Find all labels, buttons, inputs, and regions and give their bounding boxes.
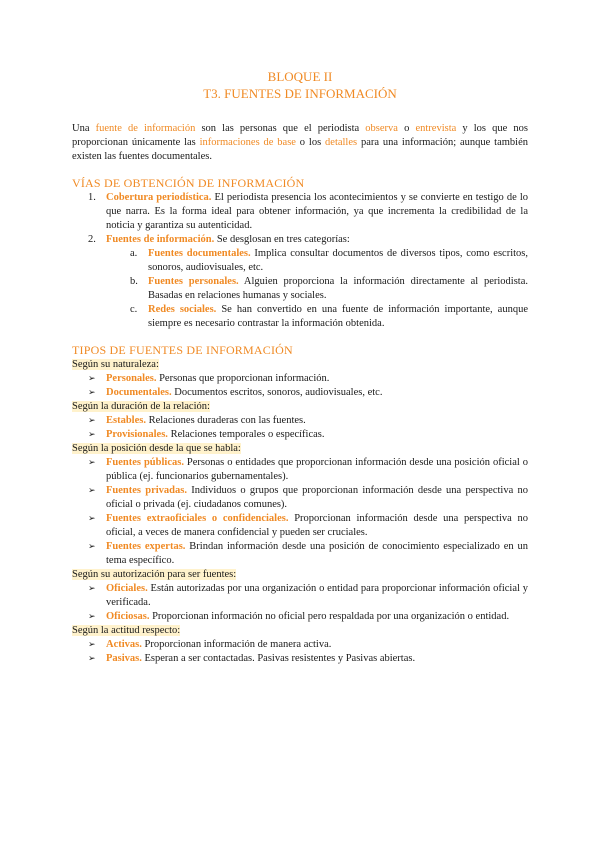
tipos-group [72,624,528,666]
sub-list-letter: c. [130,304,138,315]
bullet-term: Oficiosas. [106,611,150,622]
bullet-text: Relaciones duraderas con las fuentes. [145,415,306,426]
list-text: Se desglosan en tres categorías: [214,234,350,245]
bullet-text: Relaciones temporales o específicas. [167,429,325,440]
list-item [72,233,528,247]
document-title [72,68,528,102]
arrow-bullet-icon: ➢ [88,430,96,440]
sub-list-item [72,247,528,275]
intro-text: o los [295,137,326,148]
bullet-text: Personas que proporcionan información. [156,373,330,384]
bullet-text: Documentos escritos, sonoros, audiovisuales, etc. [171,387,383,398]
group-label: Según su naturaleza: [72,359,159,370]
intro-keyword: observa [365,123,398,134]
sub-list-term: Fuentes personales. [148,276,239,287]
tipos-group [72,442,528,568]
intro-text: o [397,123,416,134]
bullet-term: Pasivas. [106,653,142,664]
sub-list-letter: a. [130,248,138,259]
list-text: El periodista presencia los acontecimientos y se convierte en testigo de lo que narra. Es la forma ideal para obtener información, ya que incrementa la credibilidad de la noticia y garantiza su autenticidad. [106,192,528,231]
bullet-item [72,386,528,400]
bullet-item [72,372,528,386]
tipos-groups [72,358,528,666]
bullet-term: Fuentes expertas. [106,541,186,552]
bullet-text: Personas o entidades que proporcionan información desde una posición oficial o pública (ej. funcionarios gubernamentales). [106,457,529,482]
vias-list [72,191,528,331]
bullet-term: Estables. [106,415,146,426]
bullet-item [72,484,528,512]
bullet-item [72,540,528,568]
arrow-bullet-icon: ➢ [88,486,96,496]
bullet-item [72,456,528,484]
tipos-group [72,568,528,624]
bullet-term: Personales. [106,373,157,384]
bullet-text: Brindan información desde una posición de conocimiento especializado en un tema específico. [106,541,528,566]
document-page [72,68,528,666]
intro-keyword: fuente de información [95,123,196,134]
arrow-bullet-icon: ➢ [88,388,96,398]
sub-list-item [72,303,528,331]
intro-text: son las personas que el periodista [195,123,366,134]
arrow-bullet-icon: ➢ [88,584,96,594]
intro-text: para una información; aunque también existen las fuentes documentales. [72,137,528,162]
arrow-bullet-icon: ➢ [88,612,96,622]
bullet-text: Están autorizadas por una organización o entidad para proporcionar información oficial y verificada. [106,583,528,608]
bullet-item [72,638,528,652]
bullet-item [72,582,528,610]
arrow-bullet-icon: ➢ [88,514,96,524]
bullet-term: Fuentes públicas. [106,457,184,468]
topic-title: T3. FUENTES DE INFORMACIÓN [203,86,397,101]
intro-paragraph [72,122,528,164]
sub-list-text: Se han convertido en una fuente de información importante, aunque siempre es necesario contrastar la información obtenida. [148,304,528,329]
group-label: Según la posición desde la que se habla: [72,443,241,454]
group-label: Según la actitud respecto: [72,625,181,636]
list-term: Fuentes de información. [106,234,215,245]
bullet-term: Provisionales. [106,429,168,440]
arrow-bullet-icon: ➢ [88,458,96,468]
section-heading-tipos: TIPOS DE FUENTES DE INFORMACIÓN [72,343,293,357]
bullet-term: Activas. [106,639,142,650]
list-number: 1. [88,192,96,203]
list-item [72,191,528,233]
bullet-term: Fuentes privadas. [106,485,187,496]
block-title: BLOQUE II [267,69,333,84]
group-label: Según la duración de la relación: [72,401,210,412]
intro-keyword: informaciones de base [199,137,296,148]
bullet-text: Proporcionan información de manera activa. [141,639,332,650]
bullet-item [72,512,528,540]
tipos-group [72,358,528,400]
bullet-text: Proporcionan información no oficial pero respaldada por una organización o entidad. [149,611,510,622]
intro-keyword: detalles [325,137,358,148]
bullet-text: Individuos o grupos que proporcionan información desde una perspectiva no oficial o privada (ej. ciudadanos comunes). [106,485,528,510]
sub-list-text: Implica consultar documentos de diversos tipos, como escritos, sonoros, audiovisuales, etc. [148,248,529,273]
list-number: 2. [88,234,96,245]
intro-keyword: entrevista [415,123,457,134]
bullet-item [72,652,528,666]
bullet-item [72,414,528,428]
bullet-item [72,610,528,624]
arrow-bullet-icon: ➢ [88,542,96,552]
arrow-bullet-icon: ➢ [88,640,96,650]
intro-text: y los que nos proporcionan únicamente las [72,123,529,148]
group-label: Según su autorización para ser fuentes: [72,569,237,580]
arrow-bullet-icon: ➢ [88,374,96,384]
bullet-term: Documentales. [106,387,172,398]
bullet-term: Fuentes extraoficiales o confidenciales. [106,513,289,524]
sub-list-letter: b. [130,276,138,287]
sub-list-term: Fuentes documentales. [148,248,251,259]
sub-list-term: Redes sociales. [148,304,217,315]
section-heading-vias: VÍAS DE OBTENCIÓN DE INFORMACIÓN [72,176,305,190]
sub-list-text: Alguien proporciona la información directamente al periodista. Basadas en relaciones humanas y sociales. [148,276,529,301]
bullet-text: Esperan a ser contactadas. Pasivas resistentes y Pasivas abiertas. [141,653,416,664]
intro-text: Una [72,123,96,134]
list-term: Cobertura periodística. [106,192,212,203]
bullet-term: Oficiales. [106,583,148,594]
arrow-bullet-icon: ➢ [88,416,96,426]
bullet-item [72,428,528,442]
sub-list-item [72,275,528,303]
arrow-bullet-icon: ➢ [88,654,96,664]
tipos-group [72,400,528,442]
bullet-text: Proporcionan información desde una perspectiva no oficial, a veces de manera confidencial y pueden ser cruciales. [106,513,529,538]
